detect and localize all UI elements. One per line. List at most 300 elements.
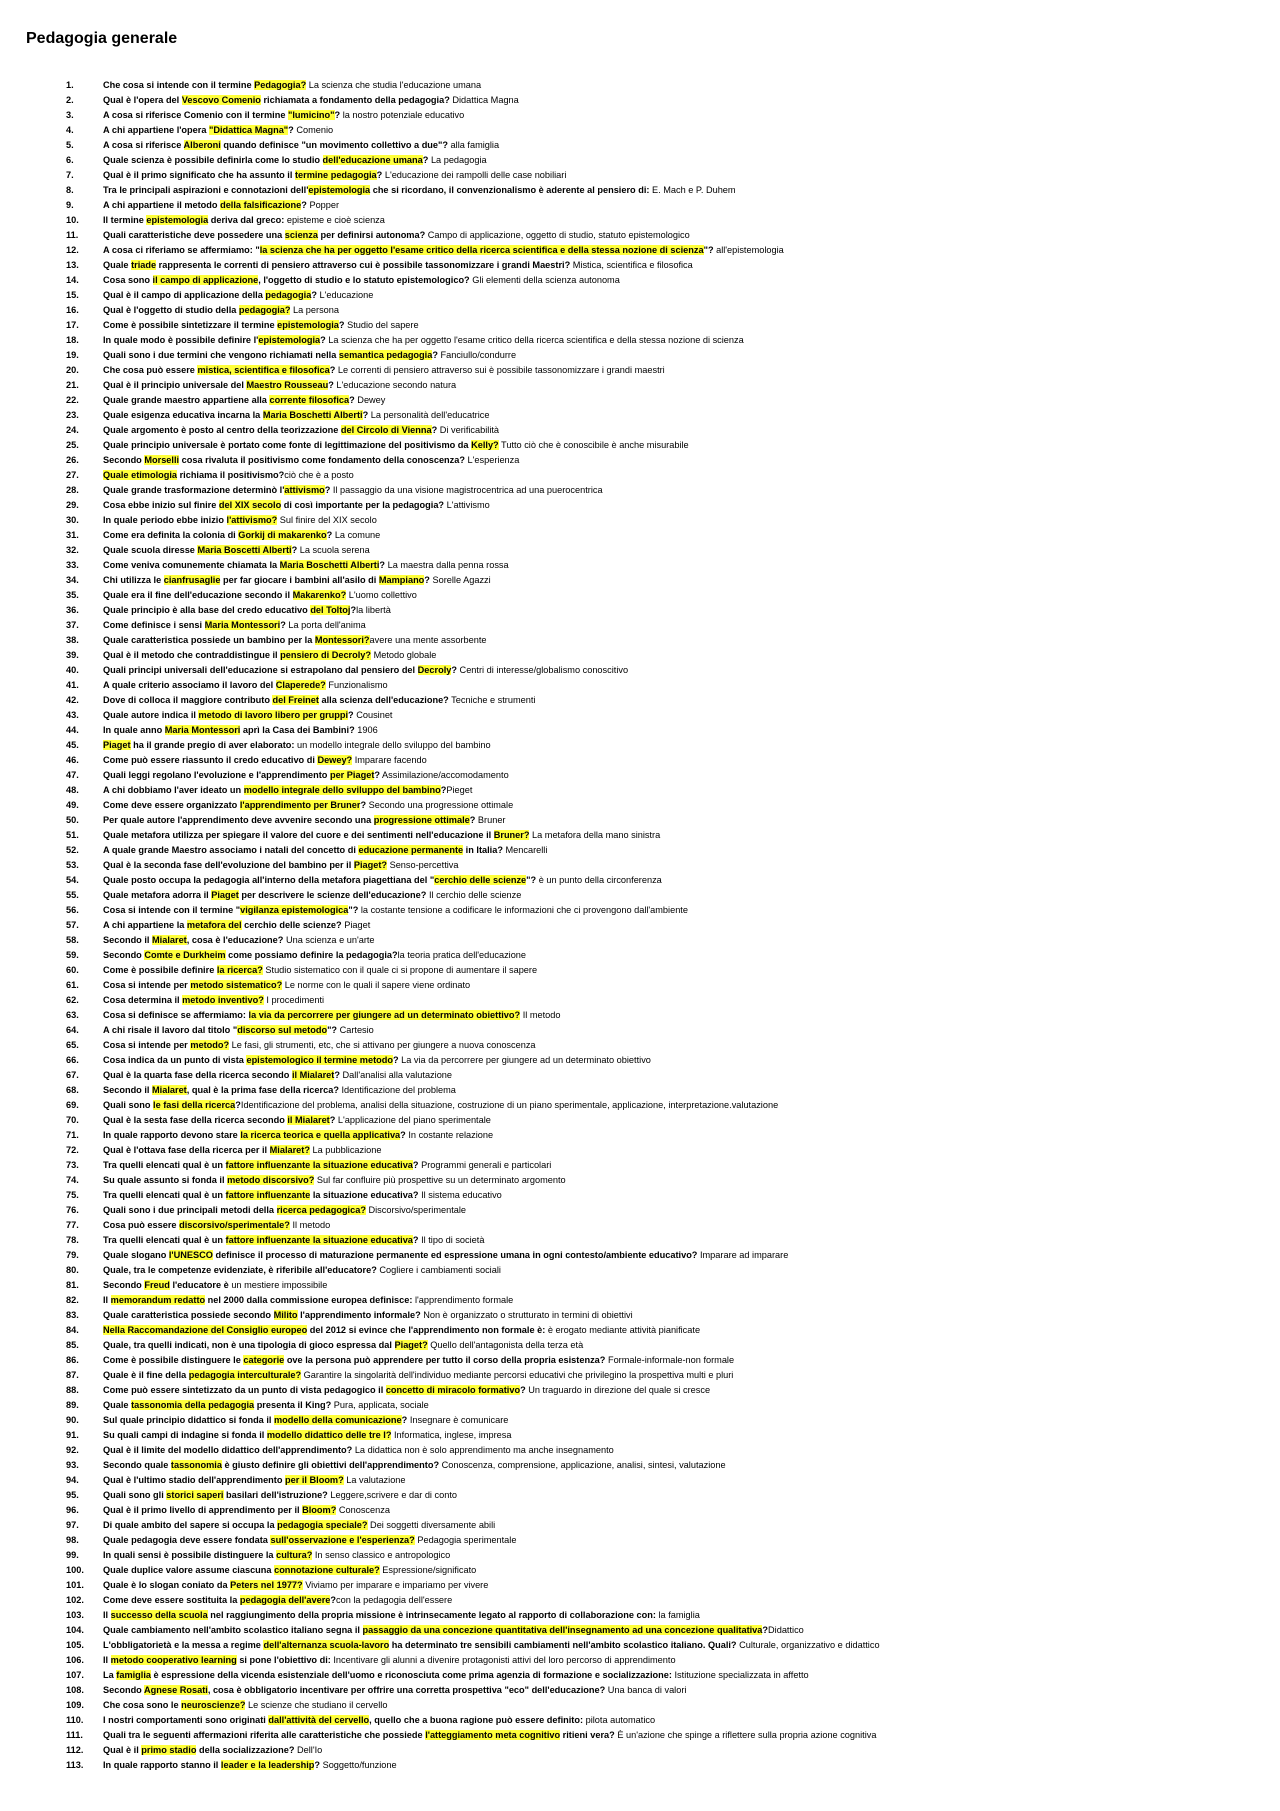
- list-item: [0, 1083, 1260, 1098]
- list-item: [0, 183, 1260, 198]
- item-text: [103, 363, 665, 378]
- question-text: Il metodo cooperativo learning si pone l'obiettivo di:: [103, 1655, 331, 1665]
- answer-text: la teoria pratica dell'educazione: [397, 950, 527, 960]
- answer-text: La pedagogia: [428, 155, 487, 165]
- answer-text: Tecniche e strumenti: [448, 695, 536, 705]
- highlighted-term: leader e la leadership: [220, 1760, 315, 1770]
- answer-text: La metafora della mano sinistra: [529, 830, 661, 840]
- item-text: [103, 1458, 726, 1473]
- answer-text: Le scienze che studiano il cervello: [245, 1700, 388, 1710]
- list-item: [0, 618, 1260, 633]
- item-text: [103, 453, 519, 468]
- list-item: [0, 1218, 1260, 1233]
- highlighted-term: per il Bloom?: [285, 1475, 344, 1485]
- highlighted-term: tassonomia della pedagogia: [131, 1400, 255, 1410]
- answer-text: L'uomo collettivo: [346, 590, 417, 600]
- item-number: 98.: [66, 1535, 79, 1545]
- answer-text: Dewey: [354, 395, 386, 405]
- list-item: [0, 1563, 1260, 1578]
- item-number: 19.: [66, 350, 79, 360]
- list-item: [0, 1488, 1260, 1503]
- item-number: 83.: [66, 1310, 79, 1320]
- list-item: [0, 1548, 1260, 1563]
- highlighted-term: tassonomia: [170, 1460, 222, 1470]
- question-text: Che cosa sono le neuroscienze?: [103, 1700, 246, 1710]
- highlighted-term: Peters nel 1977?: [230, 1580, 303, 1590]
- answer-text: all'epistemologia: [713, 245, 784, 255]
- highlighted-term: fattore influenzante la situazione educativa: [225, 1235, 413, 1245]
- item-text: [103, 1293, 513, 1308]
- question-text: Quale scuola diresse Maria Boscetti Alberti?: [103, 545, 298, 555]
- list-item: [0, 498, 1260, 513]
- list-item: [0, 1203, 1260, 1218]
- answer-text: Istituzione specializzata in affetto: [671, 1670, 809, 1680]
- highlighted-term: termine pedagogia: [294, 170, 377, 180]
- answer-text: Sorelle Agazzi: [429, 575, 491, 585]
- highlighted-term: connotazione culturale?: [274, 1565, 380, 1575]
- answer-text: Metodo globale: [371, 650, 437, 660]
- answer-text: Pieget: [446, 785, 473, 795]
- question-text: I nostri comportamenti sono originati dall'attività del cervello, quello che a buona ragione può essere definito:: [103, 1715, 584, 1725]
- list-item: [0, 453, 1260, 468]
- question-text: A chi appartiene l'opera "Didattica Magna"?: [103, 125, 294, 135]
- answer-text: Non è organizzato o strutturato in termini di obiettivi: [420, 1310, 633, 1320]
- answer-text: Conoscenza, comprensione, applicazione, analisi, sintesi, valutazione: [439, 1460, 726, 1470]
- item-text: [103, 978, 470, 993]
- item-number: 82.: [66, 1295, 79, 1305]
- question-text: Come può essere sintetizzato da un punto di vista pedagogico il concetto di miracolo formativo?: [103, 1385, 526, 1395]
- list-item: [0, 1383, 1260, 1398]
- answer-text: L'educazione dei rampolli delle case nobiliari: [382, 170, 567, 180]
- highlighted-term: dell'alternanza scuola-lavoro: [263, 1640, 390, 1650]
- item-number: 81.: [66, 1280, 79, 1290]
- highlighted-term: del Circolo di Vienna: [340, 425, 432, 435]
- answer-text: episteme e cioè scienza: [284, 215, 385, 225]
- question-text: Come definisce i sensi Maria Montessori?: [103, 620, 286, 630]
- item-number: 62.: [66, 995, 79, 1005]
- highlighted-term: epistemologia: [258, 335, 321, 345]
- list-item: [0, 1263, 1260, 1278]
- item-text: [103, 1098, 778, 1113]
- page-title: Pedagogia generale: [26, 30, 178, 47]
- item-text: [103, 753, 427, 768]
- question-text: Tra quelli elencati qual è un fattore influenzante la situazione educativa?: [103, 1235, 419, 1245]
- highlighted-term: l'UNESCO: [168, 1250, 213, 1260]
- answer-text: La porta dell'anima: [285, 620, 366, 630]
- highlighted-term: Claperede?: [275, 680, 326, 690]
- item-text: [103, 1623, 804, 1638]
- answer-text: Funzionalismo: [325, 680, 388, 690]
- item-number: 52.: [66, 845, 79, 855]
- item-text: [103, 723, 378, 738]
- question-text: Il termine epistemologia deriva dal greco:: [103, 215, 285, 225]
- question-text: Il successo della scuola nel raggiungimento della propria missione è intrinsecamente legato al rapporto di collaborazione con:: [103, 1610, 656, 1620]
- answer-text: Popper: [306, 200, 340, 210]
- question-text: Secondo Morselli cosa rivaluta il positivismo come fondamento della conoscenza?: [103, 455, 465, 465]
- highlighted-term: ricerca pedagogica?: [276, 1205, 366, 1215]
- highlighted-term: categorie: [243, 1355, 285, 1365]
- list-item: [0, 738, 1260, 753]
- answer-text: ciò che è a posto: [284, 470, 354, 480]
- question-text: Cosa può essere discorsivo/sperimentale?: [103, 1220, 290, 1230]
- item-number: 64.: [66, 1025, 79, 1035]
- answer-text: Dell'Io: [294, 1745, 323, 1755]
- question-text: Cosa determina il metodo inventivo?: [103, 995, 264, 1005]
- answer-text: Studio sistematico con il quale ci si propone di aumentare il sapere: [262, 965, 538, 975]
- item-text: [103, 738, 491, 753]
- item-text: [103, 1608, 700, 1623]
- highlighted-term: "Didattica Magna": [209, 125, 289, 135]
- list-item: [0, 1638, 1260, 1653]
- highlighted-term: epistemologia: [277, 320, 339, 330]
- item-text: [103, 1593, 452, 1608]
- highlighted-term: Maestro Rousseau: [246, 380, 329, 390]
- item-number: 9.: [66, 200, 74, 210]
- list-item: [0, 1368, 1260, 1383]
- item-text: [103, 1158, 551, 1173]
- list-item: [0, 168, 1260, 183]
- item-text: [103, 483, 603, 498]
- item-text: [103, 813, 506, 828]
- item-text: [103, 1713, 655, 1728]
- question-text: Quali sono i due termini che vengono richiamati nella semantica pedagogia?: [103, 350, 438, 360]
- highlighted-term: modello integrale dello sviluppo del bambino: [243, 785, 441, 795]
- list-item: [0, 1158, 1260, 1173]
- item-number: 26.: [66, 455, 79, 465]
- item-number: 109.: [66, 1700, 84, 1710]
- item-number: 88.: [66, 1385, 79, 1395]
- highlighted-term: fattore influenzante: [225, 1190, 311, 1200]
- answer-text: Sul far confluire più prospettive su un determinato argomento: [314, 1175, 566, 1185]
- highlighted-term: del XIX secolo: [218, 500, 282, 510]
- answer-text: La personalità dell'educatrice: [368, 410, 490, 420]
- highlighted-term: pedagogia interculturale?: [188, 1370, 302, 1380]
- list-item: [0, 228, 1260, 243]
- list-item: [0, 753, 1260, 768]
- highlighted-term: l'apprendimento per Bruner: [239, 800, 361, 810]
- list-item: [0, 528, 1260, 543]
- list-item: [0, 138, 1260, 153]
- item-text: [103, 1113, 491, 1128]
- answer-text: Secondo una progressione ottimale: [366, 800, 514, 810]
- item-number: 35.: [66, 590, 79, 600]
- highlighted-term: Quale etimologia: [103, 470, 178, 480]
- answer-text: Il tipo di società: [418, 1235, 485, 1245]
- answer-text: Didattico: [768, 1625, 804, 1635]
- answer-text: è un punto della circonferenza: [536, 875, 662, 885]
- item-text: [103, 558, 509, 573]
- item-number: 32.: [66, 545, 79, 555]
- list-item: [0, 1188, 1260, 1203]
- answer-text: la nostro potenziale educativo: [340, 110, 465, 120]
- list-item: [0, 693, 1260, 708]
- question-text: Qual è il primo stadio della socializzazione?: [103, 1745, 295, 1755]
- item-text: [103, 123, 333, 138]
- question-text: Quale argomento è posto al centro della teorizzazione del Circolo di Vienna?: [103, 425, 438, 435]
- item-number: 104.: [66, 1625, 84, 1635]
- highlighted-term: passaggio da una concezione quantitativa dell'insegnamento ad una concezione qualitativa: [362, 1625, 763, 1635]
- answer-text: Informatica, inglese, impresa: [391, 1430, 512, 1440]
- question-text: Cosa si definisce se affermiamo: la via da percorrere per giungere ad un determinato obiettivo?: [103, 1010, 521, 1020]
- item-text: [103, 198, 339, 213]
- answer-text: Il cerchio delle scienze: [426, 890, 522, 900]
- item-text: [103, 1143, 381, 1158]
- item-text: [103, 543, 370, 558]
- question-text: Quali leggi regolano l'evoluzione e l'apprendimento per Piaget?: [103, 770, 380, 780]
- item-number: 24.: [66, 425, 79, 435]
- item-number: 92.: [66, 1445, 79, 1455]
- list-item: [0, 708, 1260, 723]
- question-text: A quale criterio associamo il lavoro del Claperede?: [103, 680, 326, 690]
- list-item: [0, 903, 1260, 918]
- list-item: [0, 303, 1260, 318]
- answer-text: L'educazione secondo natura: [333, 380, 457, 390]
- list-item: [0, 558, 1260, 573]
- answer-text: Piaget: [341, 920, 371, 930]
- answer-text: Il passaggio da una visione magistrocentrica ad una puerocentrica: [330, 485, 603, 495]
- item-number: 85.: [66, 1340, 79, 1350]
- highlighted-term: Bruner?: [493, 830, 530, 840]
- question-text: Tra quelli elencati qual è un fattore influenzante la situazione educativa?: [103, 1190, 419, 1200]
- item-number: 65.: [66, 1040, 79, 1050]
- item-text: [103, 1233, 484, 1248]
- answer-text: La pubblicazione: [309, 1145, 382, 1155]
- question-text: Di quale ambito del sapere si occupa la pedagogia speciale?: [103, 1520, 368, 1530]
- highlighted-term: la ricerca?: [216, 965, 263, 975]
- question-text: L'obbligatorietà e la messa a regime dell'alternanza scuola-lavoro ha determinato tre sensibili cambiamenti nell'ambito scolastico italiano. Quali?: [103, 1640, 737, 1650]
- item-number: 55.: [66, 890, 79, 900]
- list-item: [0, 1428, 1260, 1443]
- highlighted-term: Decroly: [417, 665, 452, 675]
- question-text: Secondo Freud l'educatore è: [103, 1280, 229, 1290]
- question-text: Qual è la seconda fase dell'evoluzione del bambino per il Piaget?: [103, 860, 388, 870]
- item-text: [103, 858, 459, 873]
- answer-text: Pedagogia sperimentale: [414, 1535, 517, 1545]
- item-text: [103, 378, 456, 393]
- item-number: 23.: [66, 410, 79, 420]
- item-text: [103, 213, 385, 228]
- answer-text: In costante relazione: [405, 1130, 494, 1140]
- highlighted-term: primo stadio: [141, 1745, 197, 1755]
- item-number: 13.: [66, 260, 79, 270]
- answer-text: Culturale, organizzativo e didattico: [736, 1640, 880, 1650]
- answer-text: Quello dell'antagonista della terza età: [427, 1340, 584, 1350]
- answer-text: Viviamo per imparare e impariamo per vivere: [302, 1580, 489, 1590]
- list-item: [0, 1743, 1260, 1758]
- item-number: 10.: [66, 215, 79, 225]
- item-number: 3.: [66, 110, 74, 120]
- question-text: Tra le principali aspirazioni e connotazioni dell'epistemologia che si ricordano, il convenzionalismo è aderente al pensiero di:: [103, 185, 650, 195]
- item-text: [103, 603, 391, 618]
- highlighted-term: per Piaget: [329, 770, 375, 780]
- answer-text: La didattica non è solo apprendimento ma anche insegnamento: [352, 1445, 614, 1455]
- item-number: 36.: [66, 605, 79, 615]
- item-text: [103, 783, 472, 798]
- question-text: Quale duplice valore assume ciascuna connotazione culturale?: [103, 1565, 380, 1575]
- list-item: [0, 1593, 1260, 1608]
- answer-text: Incentivare gli alunni a divenire protagonisti attivi del loro percorso di apprendimento: [330, 1655, 676, 1665]
- question-text: Secondo Agnese Rosati, cosa è obbligatorio incentivare per offrire una corretta prospettiva "eco" dell'educazione?: [103, 1685, 606, 1695]
- item-number: 2.: [66, 95, 74, 105]
- list-item: [0, 243, 1260, 258]
- question-text: Quale, tra quelli indicati, non è una tipologia di gioco espressa dal Piaget?: [103, 1340, 428, 1350]
- answer-text: Assimilazione/accomodamento: [380, 770, 509, 780]
- list-item: [0, 1053, 1260, 1068]
- question-text: Quale scienza è possibile definirla come lo studio dell'educazione umana?: [103, 155, 429, 165]
- item-text: [103, 888, 521, 903]
- item-text: [103, 948, 526, 963]
- item-number: 63.: [66, 1010, 79, 1020]
- answer-text: Centri di interesse/globalismo conoscitivo: [457, 665, 629, 675]
- item-text: [103, 423, 499, 438]
- item-number: 87.: [66, 1370, 79, 1380]
- highlighted-term: Gorkij di makarenko: [238, 530, 327, 540]
- item-text: [103, 528, 380, 543]
- item-number: 58.: [66, 935, 79, 945]
- answer-text: Cogliere i cambiamenti sociali: [376, 1265, 501, 1275]
- list-item: [0, 1353, 1260, 1368]
- question-text: Qual è la quarta fase della ricerca secondo il Mialaret?: [103, 1070, 340, 1080]
- list-item: [0, 1023, 1260, 1038]
- question-text: Quale principio è alla base del credo educativo del Toltoj?: [103, 605, 357, 615]
- question-text: Qual è il metodo che contraddistingue il pensiero di Decroly?: [103, 650, 372, 660]
- question-text: Qual è l'opera del Vescovo Comenio richiamata a fondamento della pedagogia?: [103, 95, 450, 105]
- item-text: [103, 1653, 676, 1668]
- highlighted-term: modello della comunicazione: [274, 1415, 402, 1425]
- item-text: [103, 1548, 450, 1563]
- question-text: Quale autore indica il metodo di lavoro libero per gruppi?: [103, 710, 354, 720]
- highlighted-term: Nella Raccomandazione del Consiglio europeo: [103, 1325, 308, 1335]
- highlighted-term: il campo di applicazione: [152, 275, 259, 285]
- item-text: [103, 1083, 456, 1098]
- list-item: [0, 723, 1260, 738]
- item-number: 75.: [66, 1190, 79, 1200]
- highlighted-term: Dewey?: [317, 755, 353, 765]
- answer-text: I procedimenti: [263, 995, 325, 1005]
- item-text: [103, 1368, 733, 1383]
- item-number: 6.: [66, 155, 74, 165]
- highlighted-term: Vescovo Comenio: [181, 95, 261, 105]
- item-text: [103, 873, 662, 888]
- question-text: Piaget ha il grande pregio di aver elaborato:: [103, 740, 295, 750]
- answer-text: Cousinet: [353, 710, 393, 720]
- item-number: 27.: [66, 470, 79, 480]
- answer-text: 1906: [354, 725, 378, 735]
- question-text: Quali sono le fasi della ricerca?: [103, 1100, 241, 1110]
- question-text: Quale era il fine dell'educazione secondo il Makarenko?: [103, 590, 347, 600]
- item-text: [103, 1518, 495, 1533]
- question-text: Qual è il limite del modello didattico dell'apprendimento?: [103, 1445, 353, 1455]
- item-text: [103, 273, 620, 288]
- list-item: [0, 1338, 1260, 1353]
- list-item: [0, 603, 1260, 618]
- question-text: Quale slogano l'UNESCO definisce il processo di maturazione permanente ed espressione umana in ogni contesto/ambiente educativo?: [103, 1250, 698, 1260]
- list-item: [0, 93, 1260, 108]
- answer-text: E. Mach e P. Duhem: [649, 185, 736, 195]
- list-item: [0, 1248, 1260, 1263]
- list-item: [0, 648, 1260, 663]
- item-number: 21.: [66, 380, 79, 390]
- question-text: In quale modo è possibile definire l'epistemologia?: [103, 335, 326, 345]
- item-text: [103, 303, 339, 318]
- item-text: [103, 648, 436, 663]
- item-text: [103, 1323, 700, 1338]
- item-text: [103, 903, 688, 918]
- item-number: 61.: [66, 980, 79, 990]
- answer-text: Comenio: [293, 125, 334, 135]
- question-text: Quale principio universale è portato come fonte di legittimazione del positivismo da Kelly?: [103, 440, 499, 450]
- item-number: 86.: [66, 1355, 79, 1365]
- item-number: 77.: [66, 1220, 79, 1230]
- answer-text: Senso-percettiva: [387, 860, 459, 870]
- item-number: 5.: [66, 140, 74, 150]
- list-item: [0, 1533, 1260, 1548]
- question-text: In quale rapporto devono stare la ricerca teorica e quella applicativa?: [103, 1130, 406, 1140]
- highlighted-term: corrente filosofica: [269, 395, 350, 405]
- highlighted-term: progressione ottimale: [373, 815, 470, 825]
- highlighted-term: successo della scuola: [110, 1610, 208, 1620]
- item-text: [103, 828, 660, 843]
- item-text: [103, 1263, 501, 1278]
- list-item: [0, 1113, 1260, 1128]
- highlighted-term: la via da percorrere per giungere ad un determinato obiettivo?: [248, 1010, 521, 1020]
- item-text: [103, 1743, 322, 1758]
- answer-text: pilota automatico: [583, 1715, 656, 1725]
- item-number: 70.: [66, 1115, 79, 1125]
- item-number: 99.: [66, 1550, 79, 1560]
- item-number: 49.: [66, 800, 79, 810]
- highlighted-term: "lumicino": [288, 110, 335, 120]
- item-number: 29.: [66, 500, 79, 510]
- answer-text: Studio del sapere: [344, 320, 419, 330]
- answer-text: Il metodo: [520, 1010, 561, 1020]
- list-item: [0, 468, 1260, 483]
- item-number: 78.: [66, 1235, 79, 1245]
- answer-text: Garantire la singolarità dell'individuo mediante percorsi educativi che privilegino la prospettiva multi e pluri: [301, 1370, 734, 1380]
- question-text: Quale posto occupa la pedagogia all'interno della metafora piagettiana del "cerchio delle scienze"?: [103, 875, 537, 885]
- question-text: Qual è il primo livello di apprendimento per il Bloom?: [103, 1505, 337, 1515]
- list-item: [0, 813, 1260, 828]
- item-text: [103, 663, 628, 678]
- item-text: [103, 618, 366, 633]
- item-text: [103, 1308, 633, 1323]
- highlighted-term: fattore influenzante la situazione educativa: [225, 1160, 413, 1170]
- item-number: 54.: [66, 875, 79, 885]
- highlighted-term: educazione permanente: [358, 845, 464, 855]
- item-text: [103, 1578, 488, 1593]
- answer-text: Le fasi, gli strumenti, etc, che si attivano per giungere a nuova conoscenza: [229, 1040, 536, 1050]
- item-number: 50.: [66, 815, 79, 825]
- highlighted-term: l'atteggiamento meta cognitivo: [425, 1730, 561, 1740]
- highlighted-term: Makarenko?: [292, 590, 347, 600]
- highlighted-term: metafora del: [186, 920, 242, 930]
- list-item: [0, 993, 1260, 1008]
- question-text: La famiglia è espressione della vicenda esistenziale dell'uomo e riconosciuta come prima agenzia di formazione e socializzazione:: [103, 1670, 672, 1680]
- highlighted-term: del Toltoj: [310, 605, 351, 615]
- item-text: [103, 678, 388, 693]
- question-text: Quale, tra le competenze evidenziate, è riferibile all'educatore?: [103, 1265, 377, 1275]
- question-text: Secondo il Mialaret, qual è la prima fase della ricerca?: [103, 1085, 339, 1095]
- answer-text: Tutto ciò che è conoscibile è anche misurabile: [498, 440, 689, 450]
- question-text: Quale cambiamento nell'ambito scolastico italiano segna il passaggio da una concezione quantitativa dell'insegnamento ad una concezione qualitativa?: [103, 1625, 769, 1635]
- list-item: [0, 153, 1260, 168]
- item-number: 106.: [66, 1655, 84, 1665]
- list-item: [0, 1038, 1260, 1053]
- question-text: Quale è lo slogan coniato da Peters nel 1977?: [103, 1580, 303, 1590]
- item-text: [103, 348, 516, 363]
- answer-text: è erogato mediante attività pianificate: [545, 1325, 701, 1335]
- question-text: A cosa si riferisce Alberoni quando definisce "un movimento collettivo a due"?: [103, 140, 448, 150]
